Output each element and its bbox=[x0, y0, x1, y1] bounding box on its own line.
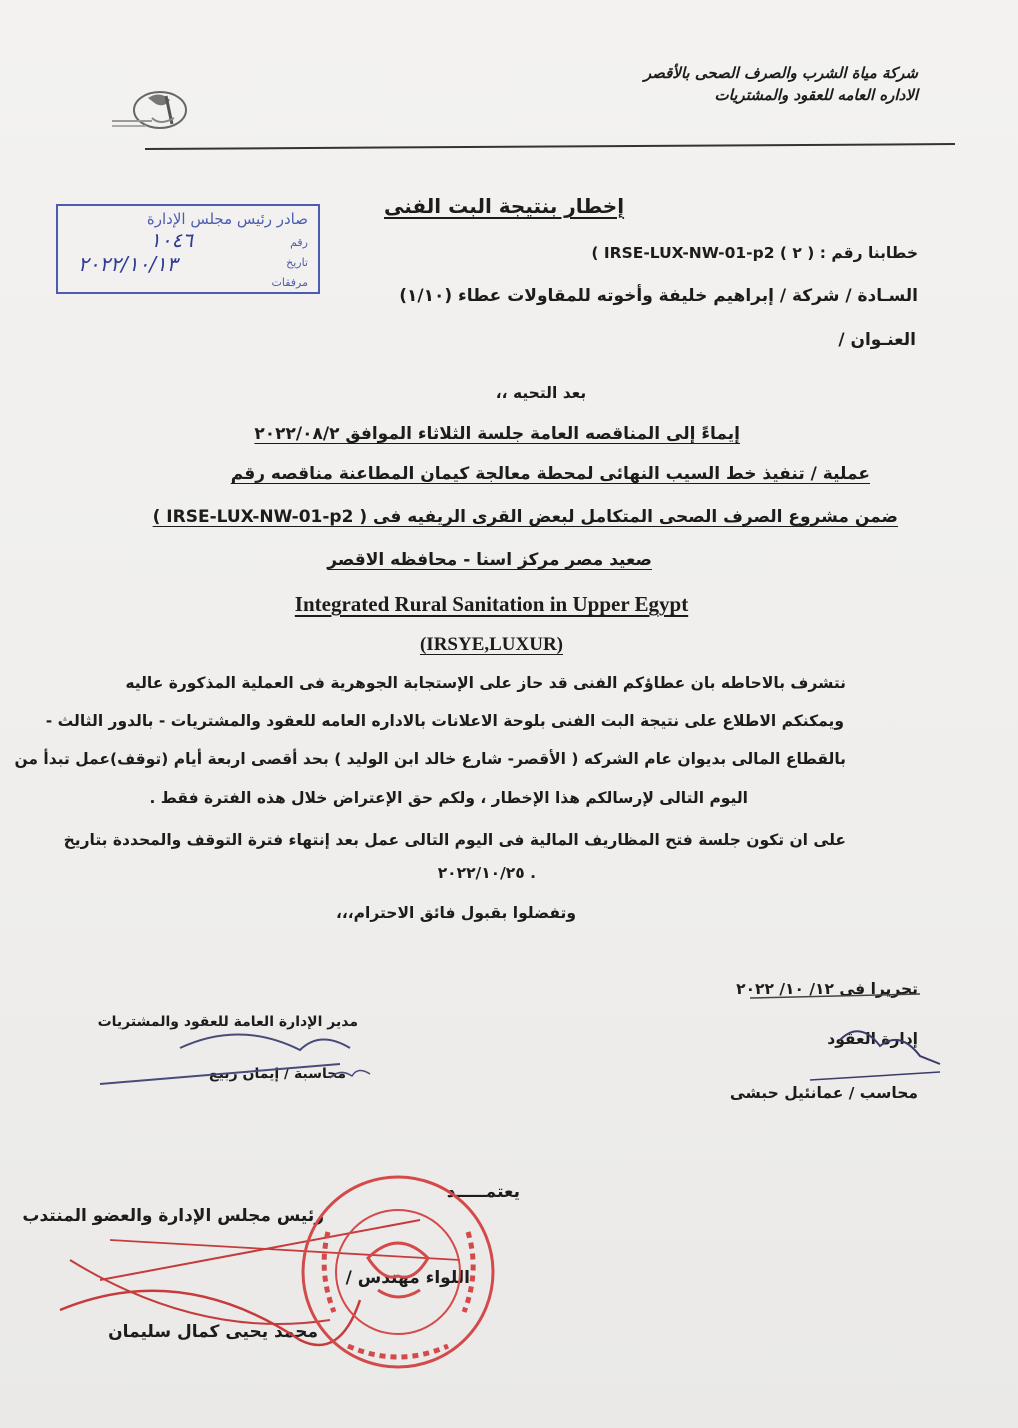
chairman-rank: اللواء مهندس / bbox=[345, 1268, 470, 1288]
general-manager-title: مدير الإدارة العامة للعقود والمشتريات bbox=[97, 1014, 358, 1030]
company-header bbox=[644, 62, 918, 106]
accountant-signatory: محاسب / عمانئيل حبشى bbox=[729, 1084, 918, 1102]
stamp-date-handwritten: ٢٠٢٢/١٠/١٣ bbox=[78, 252, 178, 276]
reference-line: خطابنا رقم : ( ٢ ) IRSE-LUX-NW-01-p2 ) bbox=[591, 244, 918, 262]
greeting: بعد التحيه ،، bbox=[495, 384, 587, 402]
location-line: صعيد مصر مركز اسنا - محافظه الاقصر bbox=[327, 550, 652, 570]
general-manager-name: محاسبة / إيمان ربيع bbox=[209, 1066, 346, 1082]
letter-title: إخطار بنتيجة البت الفنى bbox=[384, 194, 625, 218]
body-line-6: ٢٠٢٢/١٠/٢٥ . bbox=[437, 864, 536, 882]
project-english-acronym: (IRSYE,LUXUR) bbox=[419, 634, 564, 655]
address-line: العنـوان / bbox=[838, 330, 916, 350]
body-line-4: اليوم التالى لإرسالكم هذا الإخطار ، ولكم حق الإعتراض خلال هذه الفترة فقط . bbox=[149, 789, 748, 807]
recipient-line: السـادة / شركة / إبراهيم خليفة وأخوته للمقاولات عطاء (١/١٠) bbox=[399, 286, 918, 306]
body-line-3: بالقطاع المالى بديوان عام الشركه ( الأقصر- شارع خالد ابن الوليد ) بحد أقصى اربعة أيام (توقف)عمل تبدأ من bbox=[14, 750, 846, 768]
closing-line: وتفضلوا بقبول فائق الاحترام،،، bbox=[336, 904, 576, 922]
stamp-attachments-label: مرفقات bbox=[271, 276, 308, 289]
stamp-number-handwritten: ١٠٤٦ bbox=[150, 228, 193, 252]
operation-line: عملية / تنفيذ خط السيب النهائى لمحطة معالجة كيمان المطاعنة مناقصه رقم bbox=[230, 464, 870, 484]
company-logo bbox=[108, 88, 192, 138]
project-english-title: Integrated Rural Sanitation in Upper Egypt bbox=[294, 592, 689, 616]
contracts-dept-label: إدارة العقود bbox=[827, 1030, 918, 1048]
body-line-2: ويمكنكم الاطلاع على نتيجة البت الفنى بلوحة الاعلانات بالاداره العامه للعقود والمشتريات - بالدور الثالث - bbox=[45, 712, 844, 730]
stamp-date-label: تاريخ bbox=[286, 256, 308, 269]
outgoing-stamp bbox=[56, 204, 320, 294]
stamp-number-label: رقم bbox=[290, 236, 308, 249]
date-written: تحريرا فى ١٢/ ١٠/ ٢٠٢٢ bbox=[736, 980, 918, 998]
body-line-1: نتشرف بالاحاطه بان عطاؤكم الفنى قد حاز على الإستجابة الجوهرية فى العملية المذكورة عاليه bbox=[125, 674, 846, 692]
handwritten-signatures bbox=[40, 960, 980, 1400]
company-name: شركة مياة الشرب والصرف الصحى بالأقصر bbox=[643, 64, 918, 82]
header-divider bbox=[145, 143, 955, 150]
approval-label: يعتمـــــد bbox=[446, 1182, 520, 1202]
body-line-5: على ان تكون جلسة فتح المظاريف المالية فى اليوم التالى عمل بعد إنتهاء فترة التوقف والمحددة بتاريخ bbox=[63, 831, 846, 849]
chairman-title: رئيس مجلس الإدارة والعضو المنتدب bbox=[22, 1206, 324, 1226]
department-name: الاداره العامه للعقود والمشتريات bbox=[714, 86, 918, 104]
tender-number-line: ( IRSE-LUX-NW-01-p2 ) ضمن مشروع الصرف الصحى المتكامل لبعض القرى الريفيه فى bbox=[152, 507, 898, 527]
stamp-title: صادر رئيس مجلس الإدارة bbox=[146, 210, 308, 228]
company-seal bbox=[298, 1172, 498, 1372]
tender-session-line: إيماءً إلى المناقصه العامة جلسة الثلاثاء الموافق ٢٠٢٢/٠٨/٢ bbox=[254, 424, 740, 444]
chairman-name: محمد يحيى كمال سليمان bbox=[108, 1322, 318, 1342]
